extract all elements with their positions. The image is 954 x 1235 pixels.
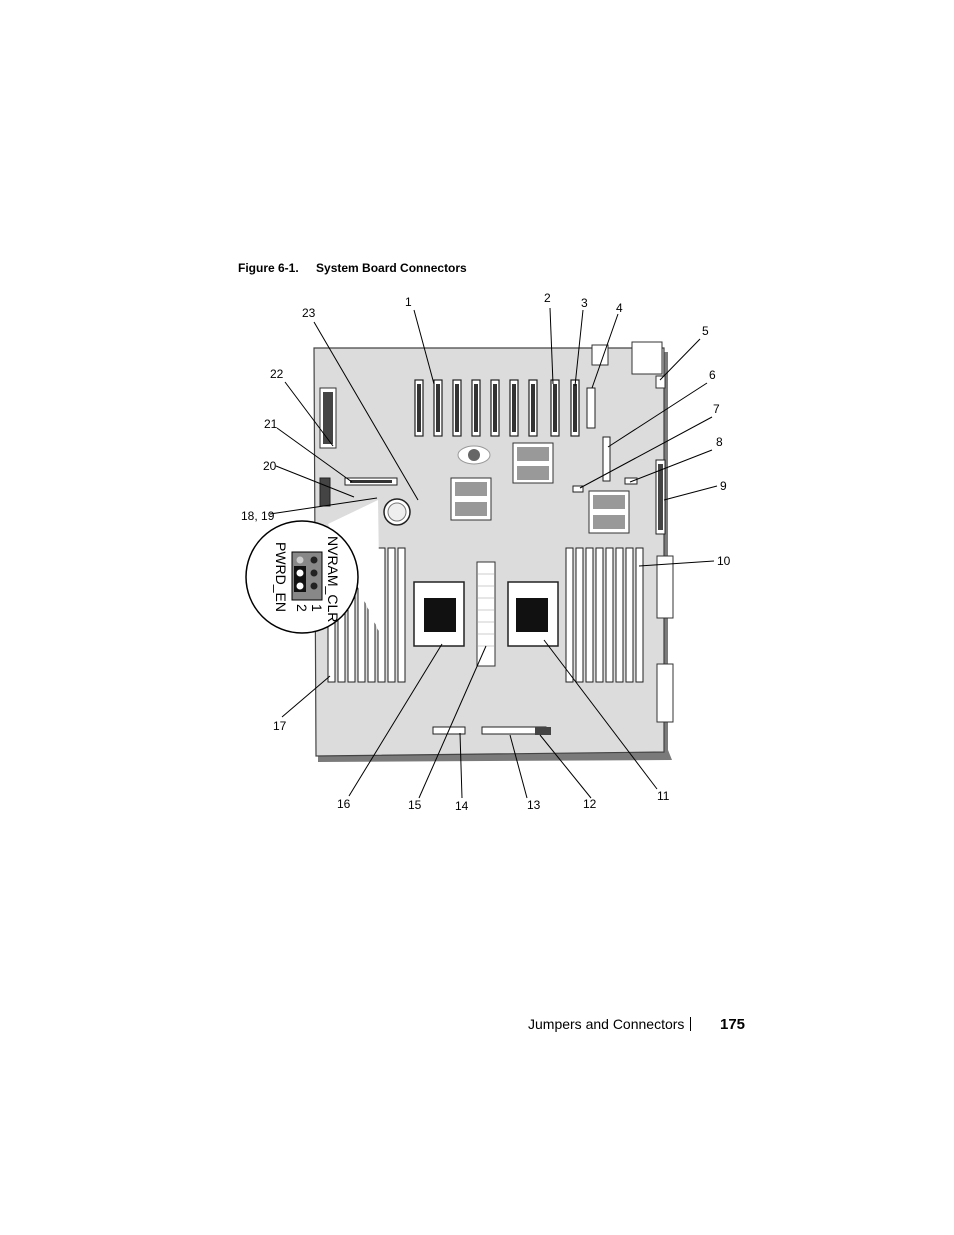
- callout-1: 1: [405, 295, 412, 309]
- callout-13: 13: [527, 798, 541, 812]
- callout-8: 8: [716, 435, 723, 449]
- callout-10: 10: [717, 554, 731, 568]
- callout-7: 7: [713, 402, 720, 416]
- inset-pin1: 1: [309, 604, 325, 612]
- callout-11: 11: [657, 789, 670, 803]
- figure-number: Figure 6-1.: [238, 261, 299, 275]
- callout-9: 9: [720, 479, 727, 493]
- callout-4: 4: [616, 301, 623, 315]
- callout-6: 6: [709, 368, 716, 382]
- inset-nvram-label: NVRAM_CLR: [325, 536, 341, 623]
- callout-14: 14: [455, 799, 469, 813]
- figure-title: System Board Connectors: [316, 261, 467, 275]
- cpu-socket-2: [508, 582, 558, 646]
- callout-17: 17: [273, 719, 287, 733]
- callout-15: 15: [408, 798, 422, 812]
- inset-pwrd-label: PWRD_EN: [273, 542, 289, 613]
- cpu-socket-1: [414, 582, 464, 646]
- footer-section-title: Jumpers and Connectors: [528, 1016, 685, 1032]
- callout-23: 23: [302, 306, 316, 320]
- callout-21: 21: [264, 417, 278, 431]
- callout-18-19: 18, 19: [241, 509, 275, 523]
- callout-22: 22: [270, 367, 284, 381]
- callout-2: 2: [544, 291, 551, 305]
- inset-pin2: 2: [294, 604, 310, 612]
- callout-20: 20: [263, 459, 277, 473]
- page-number: 175: [720, 1016, 746, 1033]
- callout-12: 12: [583, 797, 597, 811]
- footer-separator: [690, 1017, 691, 1031]
- callout-16: 16: [337, 797, 351, 811]
- callout-3: 3: [581, 296, 588, 310]
- callout-5: 5: [702, 324, 709, 338]
